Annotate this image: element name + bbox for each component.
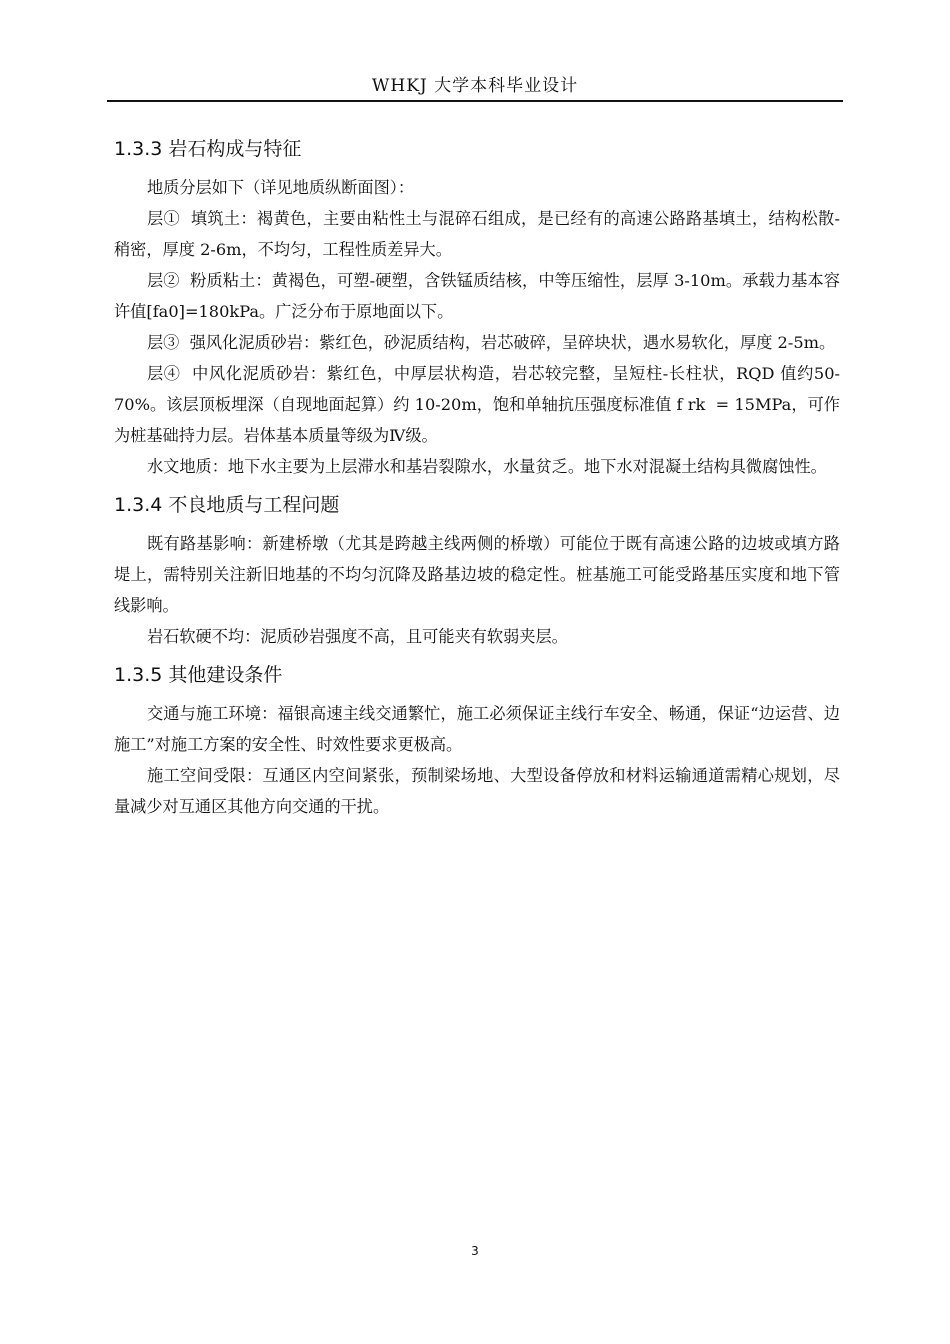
document-body bbox=[114, 132, 840, 822]
paragraph: 既有路基影响：新建桥墩（尤其是跨越主线两侧的桥墩）可能位于既有高速公路的边坡或填方路堤上，需特别关注新旧地基的不均匀沉降及路基边坡的稳定性。桩基施工可能受路基压实度和地下管线影响。 bbox=[114, 534, 840, 615]
page-header: WHKJ 大学本科毕业设计 bbox=[371, 76, 579, 96]
paragraph: 地质分层如下（详见地质纵断面图）： bbox=[147, 178, 415, 197]
page-number: 3 bbox=[471, 1244, 479, 1258]
section-title: 其他建设条件 bbox=[168, 664, 283, 686]
section-number: 1.3.5 bbox=[114, 664, 163, 686]
section-number: 1.3.3 bbox=[114, 138, 163, 160]
header-divider bbox=[107, 100, 843, 102]
section-number: 1.3.4 bbox=[114, 494, 163, 516]
paragraph: 施工空间受限：互通区内空间紧张，预制梁场地、大型设备停放和材料运输通道需精心规划，尽量减少对互通区其他方向交通的干扰。 bbox=[114, 766, 840, 816]
paragraph: 层④ 中风化泥质砂岩：紫红色，中厚层状构造，岩芯较完整，呈短柱-长柱状，RQD 值约50-70%。该层顶板埋深（自现地面起算）约 10-20m，饱和单轴抗压强度标准值 f rk = 15MPa，可作为桩基础持力层。岩体基本质量等级为Ⅳ级。 bbox=[114, 364, 840, 445]
paragraph: 层① 填筑土：褐黄色，主要由粘性土与混碎石组成，是已经有的高速公路路基填土，结构松散-稍密，厚度 2-6m，不均匀，工程性质差异大。 bbox=[114, 209, 840, 259]
section-1-3-5 bbox=[114, 658, 840, 822]
paragraph: 层③ 强风化泥质砂岩：紫红色，砂泥质结构，岩芯破碎，呈碎块状，遇水易软化，厚度 2-5m。 bbox=[147, 333, 836, 352]
section-heading bbox=[114, 132, 840, 166]
section-1-3-3 bbox=[114, 132, 840, 482]
section-title: 岩石构成与特征 bbox=[168, 138, 302, 160]
section-title: 不良地质与工程问题 bbox=[168, 494, 340, 516]
section-1-3-4 bbox=[114, 488, 840, 652]
paragraph: 岩石软硬不均：泥质砂岩强度不高，且可能夹有软弱夹层。 bbox=[147, 627, 568, 646]
section-heading bbox=[114, 488, 840, 522]
section-heading bbox=[114, 658, 840, 692]
paragraph: 交通与施工环境：福银高速主线交通繁忙，施工必须保证主线行车安全、畅通，保证“边运营、边施工”对施工方案的安全性、时效性要求更极高。 bbox=[114, 704, 840, 754]
paragraph: 水文地质：地下水主要为上层滞水和基岩裂隙水，水量贫乏。地下水对混凝土结构具微腐蚀性。 bbox=[147, 457, 827, 476]
paragraph: 层② 粉质粘土：黄褐色，可塑-硬塑，含铁锰质结核，中等压缩性，层厚 3-10m。承载力基本容许值[fa0]=180kPa。广泛分布于原地面以下。 bbox=[114, 271, 840, 321]
